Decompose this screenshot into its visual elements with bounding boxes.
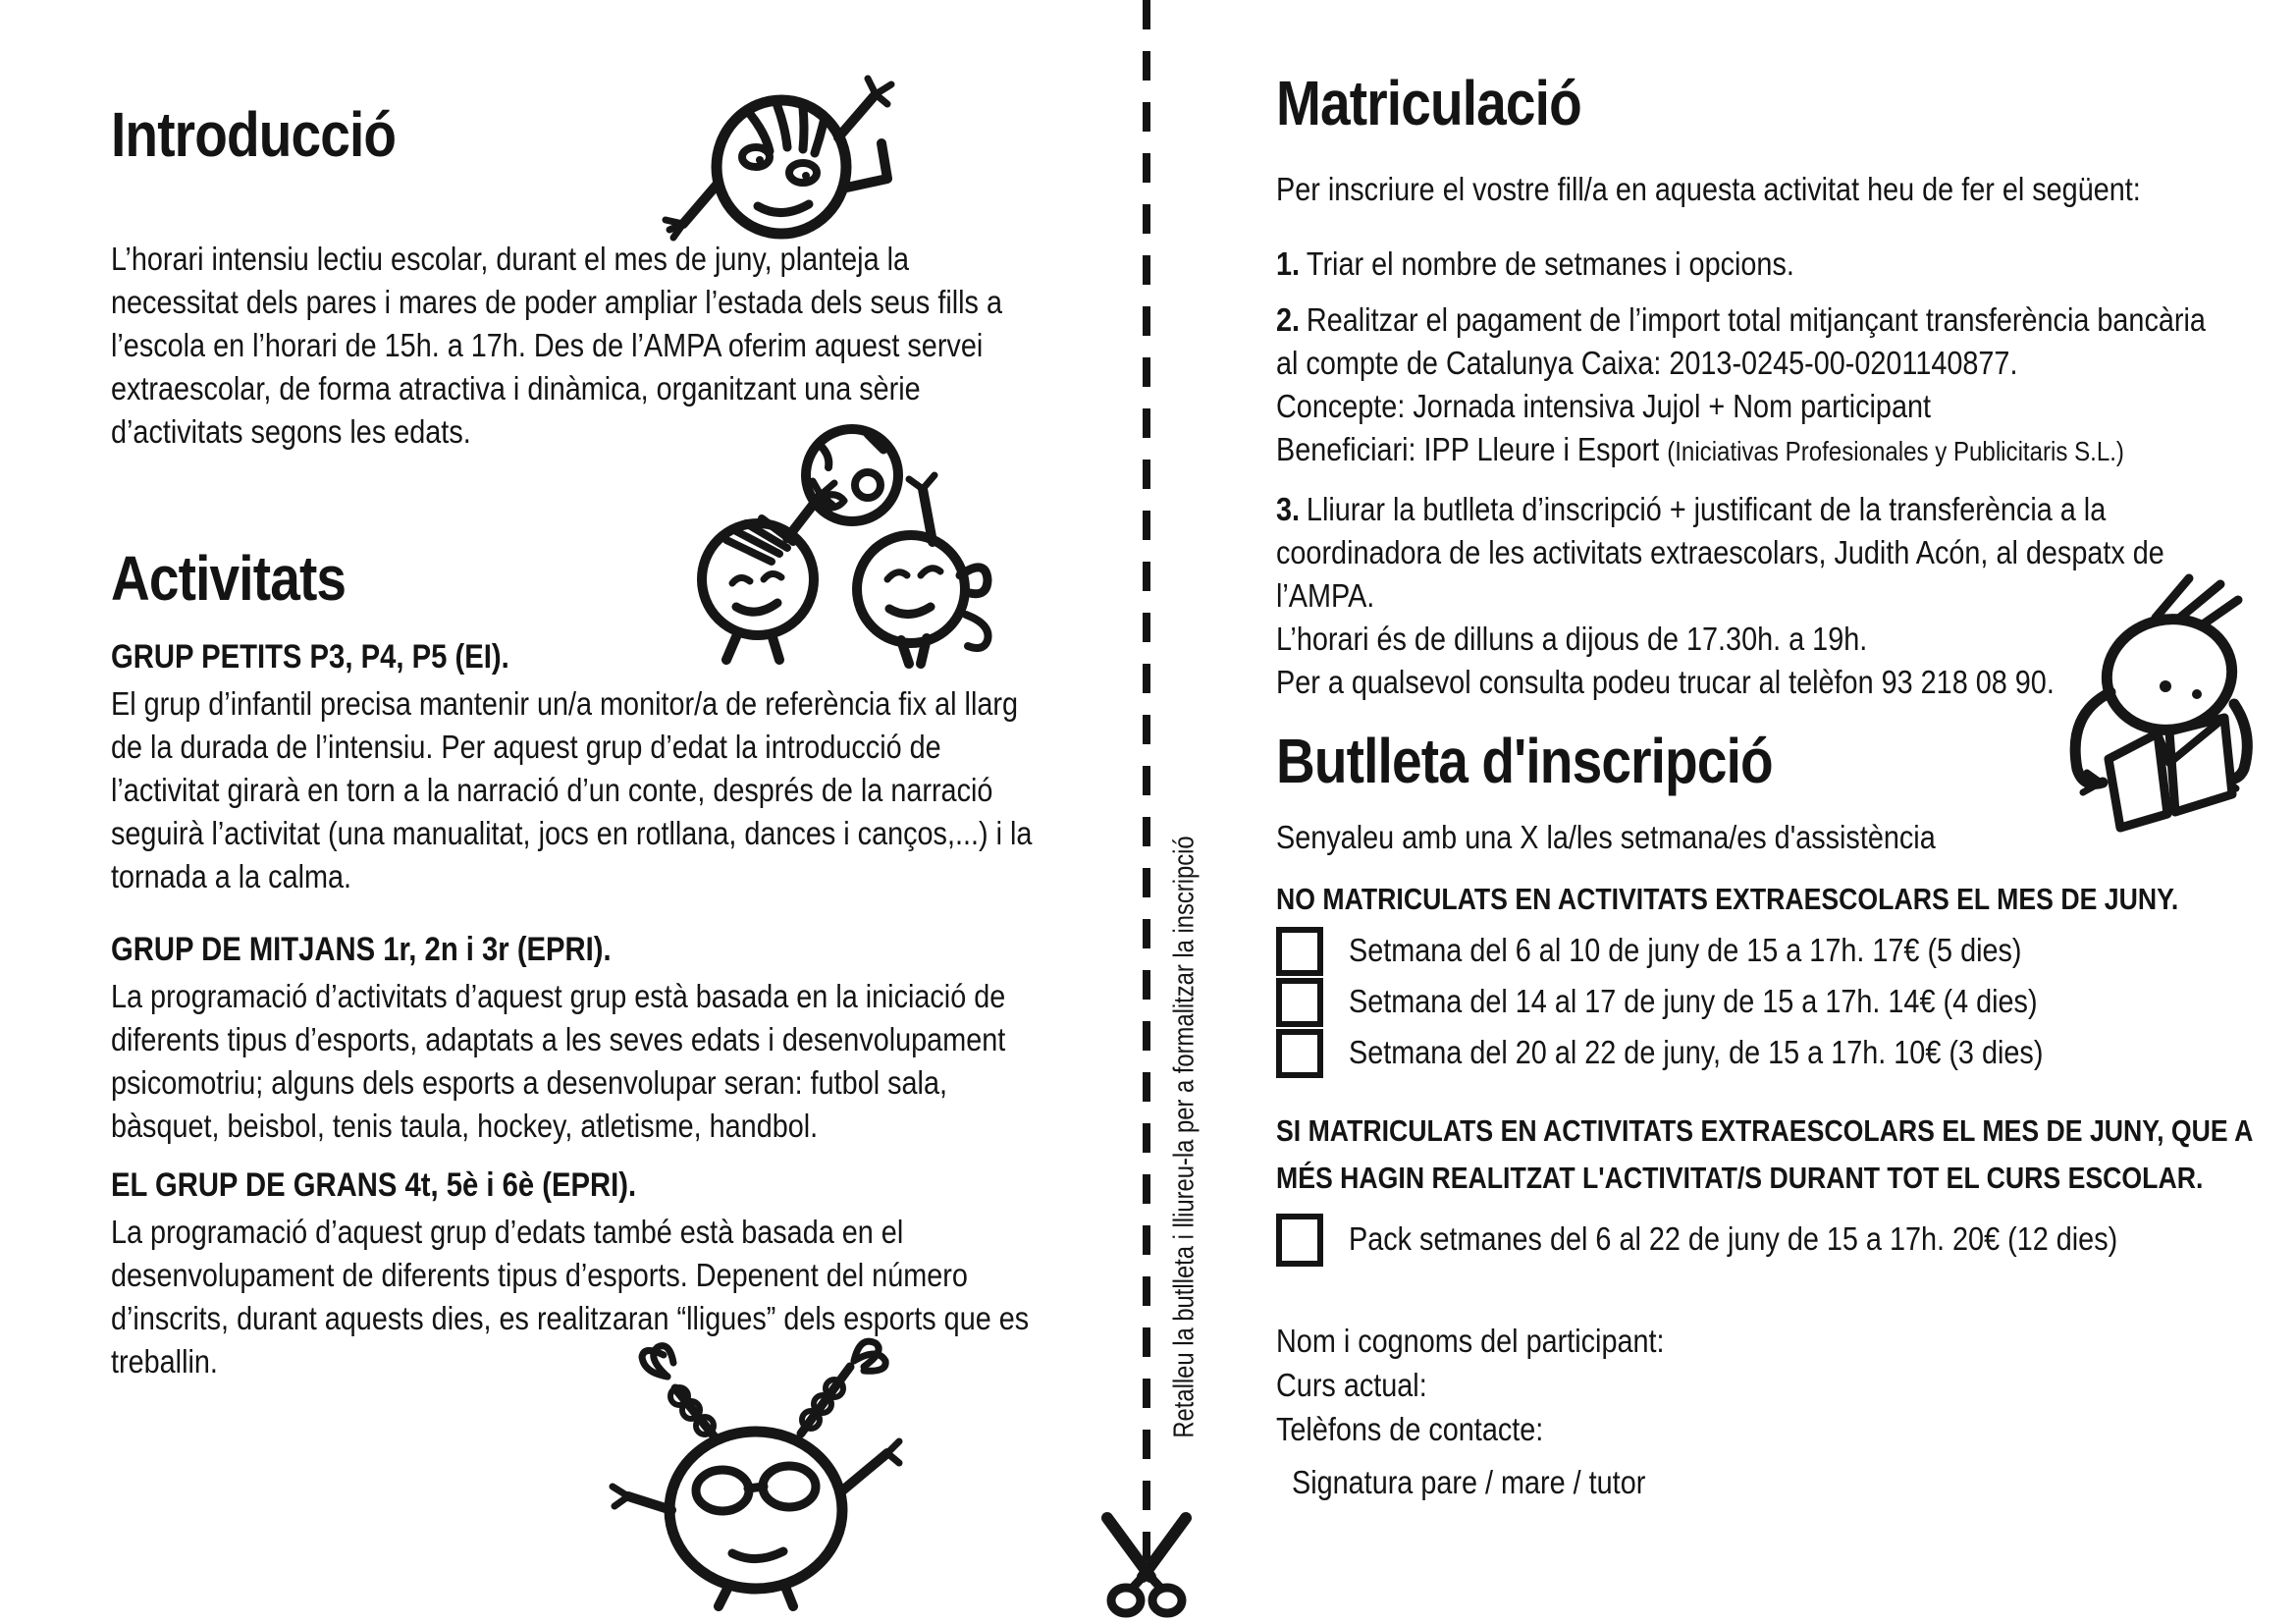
step-1-text: Triar el nombre de setmanes i opcions. bbox=[1306, 246, 1794, 283]
step-3-consulta: Per a qualsevol consulta podeu trucar al telèfon 93 218 08 90. bbox=[1276, 665, 2055, 701]
group-grans-body: La programació d’aquest grup d’edats també està basada en el desenvolupament de diferents tipus d’esports. Depenent del número d’inscrits, durant aquests dies, es realitzaran “lligues” dels esports que es treballin. bbox=[111, 1215, 1030, 1380]
step-2 bbox=[1276, 299, 2226, 473]
week-1-label: Setmana del 6 al 10 de juny de 15 a 17h. 17€ (5 dies) bbox=[1349, 933, 2022, 969]
pigtails-kid-illustration bbox=[607, 1314, 901, 1608]
pack-label: Pack setmanes del 6 al 22 de juny de 15 a 17h. 20€ (12 dies) bbox=[1349, 1221, 2118, 1258]
week-option-row-2 bbox=[1276, 978, 2150, 1027]
pack-option-row bbox=[1276, 1214, 2243, 1267]
week-1-checkbox[interactable] bbox=[1276, 927, 1323, 976]
intro-title: Introducció bbox=[111, 99, 397, 170]
scissors-icon bbox=[1083, 1514, 1210, 1620]
cut-instruction-label: Retalleu la butlleta i lliureu-la per a formalitzar la inscripció bbox=[1168, 836, 1201, 1438]
week-3-checkbox[interactable] bbox=[1276, 1029, 1323, 1078]
matriculacio-intro: Per inscriure el vostre fill/a en aquesta activitat heu de fer el següent: bbox=[1276, 172, 2141, 208]
si-matriculats-heading: SI MATRICULATS EN ACTIVITATS EXTRAESCOLARS EL MES DE JUNY, QUE A MÉS HAGIN REALITZAT L'ACTIVITAT/S DURANT TOT EL CURS ESCOLAR. bbox=[1276, 1113, 2253, 1195]
waving-kid-illustration bbox=[656, 57, 906, 265]
cut-line bbox=[1139, 0, 1154, 1581]
step-2-beneficiari: Beneficiari: IPP Lleure i Esport (Iniciativas Profesionales y Publicitaris S.L.) bbox=[1276, 432, 2124, 468]
kids-playing-ball-illustration bbox=[675, 412, 999, 666]
participant-name-field-label: Nom i cognoms del participant: bbox=[1276, 1324, 1665, 1360]
step-2-payment: 2. Realitzar el pagament de l’import total mitjançant transferència bancària al compte de Catalunya Caixa: 2013-0245-00-0201140877. bbox=[1276, 302, 2206, 382]
step-3-delivery: 3. Lliurar la butlleta d’inscripció + justificant de la transferència a la coordinadora de les activitats extraescolars, Judith Acón, al despatx de l’AMPA. bbox=[1276, 492, 2164, 615]
step-3-horari: L’horari és de dilluns a dijous de 17.30h. a 19h. bbox=[1276, 622, 1868, 658]
week-3-label: Setmana del 20 al 22 de juny, de 15 a 17h. 10€ (3 dies) bbox=[1349, 1035, 2044, 1071]
group-petits-body: El grup d’infantil precisa mantenir un/a monitor/a de referència fix al llarg de la durada de l’intensiu. Per aquest grup d’edat la introducció de l’activitat girarà en torn a la narració d’un conte, després de la narració seguirà l’activitat (una manualitat, jocs en rotllana, dances i canços,...) i la tornada a la calma. bbox=[111, 686, 1033, 895]
intro-paragraph: L’horari intensiu lectiu escolar, durant el mes de juny, planteja la necessitat dels pares i mares de poder ampliar l’estada dels seus fills a l’escola en l’horari de 15h. a 17h. Des de l’AMPA oferim aquest servei extraescolar, de forma atractiva i dinàmica, organitzant una sèrie d’activitats segons les edats. bbox=[111, 242, 1002, 451]
contact-phones-field-label: Telèfons de contacte: bbox=[1276, 1412, 1544, 1448]
step-1 bbox=[1276, 244, 2221, 287]
step-1-number: 1. bbox=[1276, 246, 1301, 283]
butlleta-subtitle: Senyaleu amb una X la/les setmana/es d'assistència bbox=[1276, 820, 1936, 856]
pack-checkbox[interactable] bbox=[1276, 1214, 1323, 1267]
week-2-checkbox[interactable] bbox=[1276, 978, 1323, 1027]
no-matriculats-heading: NO MATRICULATS EN ACTIVITATS EXTRAESCOLARS EL MES DE JUNY. bbox=[1276, 882, 2179, 916]
group-mitjans-heading: GRUP DE MITJANS 1r, 2n i 3r (EPRI). bbox=[111, 931, 612, 968]
group-grans-heading: EL GRUP DE GRANS 4t, 5è i 6è (EPRI). bbox=[111, 1166, 637, 1204]
butlleta-title: Butlleta d'inscripció bbox=[1276, 726, 1773, 796]
step-2-beneficiari-note: (Iniciativas Profesionales y Publicitaris S.L.) bbox=[1667, 436, 2124, 466]
activitats-title: Activitats bbox=[111, 543, 347, 614]
signature-label: Signatura pare / mare / tutor bbox=[1292, 1465, 1646, 1501]
current-course-field-label: Curs actual: bbox=[1276, 1368, 1427, 1404]
week-2-label: Setmana del 14 al 17 de juny de 15 a 17h. 14€ (4 dies) bbox=[1349, 984, 2038, 1020]
step-2-concepte: Concepte: Jornada intensiva Jujol + Nom participant bbox=[1276, 389, 1932, 425]
reading-kid-illustration bbox=[2040, 574, 2275, 828]
week-option-row-3 bbox=[1276, 1029, 2157, 1078]
week-option-row-1 bbox=[1276, 927, 2131, 976]
group-mitjans-body: La programació d’activitats d’aquest grup està basada en la iniciació de diferents tipus d’esports, adaptats a les seves edats i desenvolupament psicomotriu; alguns dels esports a desenvolupar seran: futbol sala, bàsquet, beisbol, tenis taula, hockey, atletisme, handbol. bbox=[111, 979, 1006, 1145]
group-petits-heading: GRUP PETITS P3, P4, P5 (EI). bbox=[111, 638, 509, 676]
matriculacio-title: Matriculació bbox=[1276, 68, 1581, 138]
